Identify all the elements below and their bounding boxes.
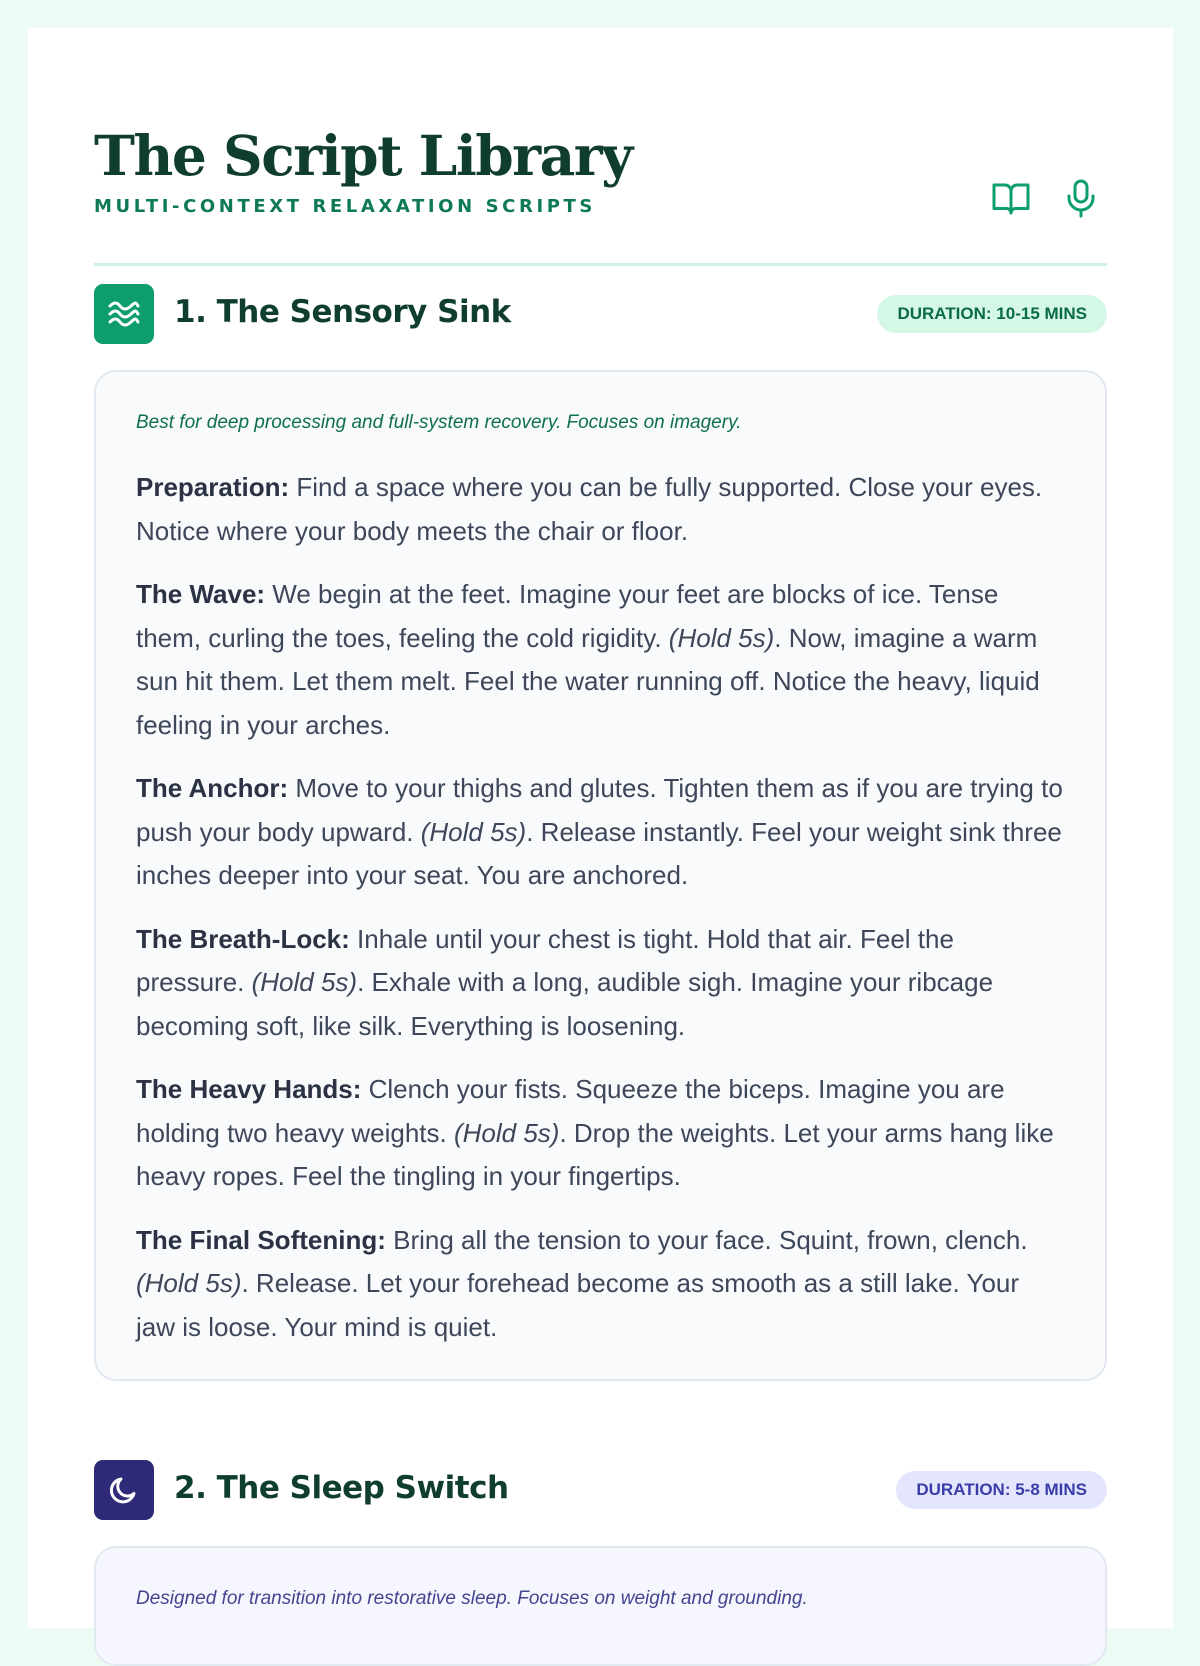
step-text: Inhale until your chest is tight. Hold that air. Feel the pressure. — [136, 923, 954, 997]
page-subtitle: MULTI-CONTEXT RELAXATION SCRIPTS — [94, 196, 596, 217]
step-label: Preparation: — [136, 472, 290, 502]
step-label: The Anchor: — [136, 773, 289, 803]
hold-instruction: (Hold 5s) — [668, 622, 775, 653]
section-header-sleep-switch — [94, 1460, 1107, 1520]
step-label: The Final Softening: — [136, 1224, 386, 1255]
script-step-breath-lock — [136, 918, 1065, 1049]
step-text: We begin at the feet. Imagine your feet are blocks of ice. Tense them, curling the toes, feeling the cold rigidity. — [136, 579, 999, 653]
script-step-wave — [136, 573, 1065, 747]
section-title: 1. The Sensory Sink — [174, 294, 511, 330]
hold-instruction: (Hold 5s) — [136, 1268, 242, 1298]
step-text: . Now, imagine a warm sun hit them. Let them melt. Feel the water running off. Notice the heavy, liquid feeling in your arches. — [136, 622, 1040, 740]
step-text: . Drop the weights. Let your arms hang like heavy ropes. Feel the tingling in your fingertips. — [136, 1117, 1054, 1191]
script-step-anchor — [136, 767, 1065, 898]
script-note: Designed for transition into restorative sleep. Focuses on weight and grounding. — [136, 1588, 808, 1609]
script-card-sleep-switch — [94, 1546, 1107, 1666]
header-actions — [991, 178, 1101, 218]
duration-badge: DURATION: 5-8 MINS — [896, 1471, 1107, 1509]
microphone-icon[interactable] — [1061, 178, 1101, 218]
script-card-sensory-sink — [94, 370, 1107, 1381]
step-text: . Release instantly. Feel your weight sink three inches deeper into your seat. You are anchored. — [136, 816, 1062, 890]
section-header-sensory-sink — [94, 284, 1107, 344]
script-step-preparation — [136, 466, 1065, 553]
open-book-icon[interactable] — [991, 178, 1031, 218]
step-label: The Wave: — [136, 579, 266, 609]
step-text: . Release. Let your forehead become as smooth as a still lake. Your jaw is loose. Your mind is quiet. — [136, 1268, 1020, 1342]
page-header — [94, 118, 1107, 266]
step-label: The Breath-Lock: — [136, 923, 350, 954]
script-step-heavy-hands — [136, 1068, 1065, 1199]
script-note: Best for deep processing and full-system recovery. Focuses on imagery. — [136, 412, 742, 433]
step-text: Bring all the tension to your face. Squint, frown, clench. — [385, 1224, 1028, 1255]
duration-badge: DURATION: 10-15 MINS — [877, 295, 1107, 333]
waves-icon — [94, 284, 154, 344]
moon-icon — [94, 1460, 154, 1520]
hold-instruction: (Hold 5s) — [420, 816, 527, 847]
script-step-final-softening — [136, 1219, 1065, 1350]
step-text: Find a space where you can be fully supported. Close your eyes. Notice where your body meets the chair or floor. — [136, 472, 1043, 546]
page-title: The Script Library — [94, 123, 632, 188]
hold-instruction: (Hold 5s) — [453, 1117, 560, 1148]
step-text: Move to your thighs and glutes. Tighten them as if you are trying to push your body upward. — [136, 773, 1063, 847]
script-library-page — [28, 28, 1173, 1628]
section-title: 2. The Sleep Switch — [174, 1470, 509, 1506]
hold-instruction: (Hold 5s) — [251, 967, 358, 997]
step-text: Clench your fists. Squeeze the biceps. Imagine you are holding two heavy weights. — [136, 1074, 1005, 1148]
step-label: The Heavy Hands: — [136, 1074, 362, 1104]
step-text: . Exhale with a long, audible sigh. Imagine your ribcage becoming soft, like silk. Everything is loosening. — [136, 967, 994, 1041]
